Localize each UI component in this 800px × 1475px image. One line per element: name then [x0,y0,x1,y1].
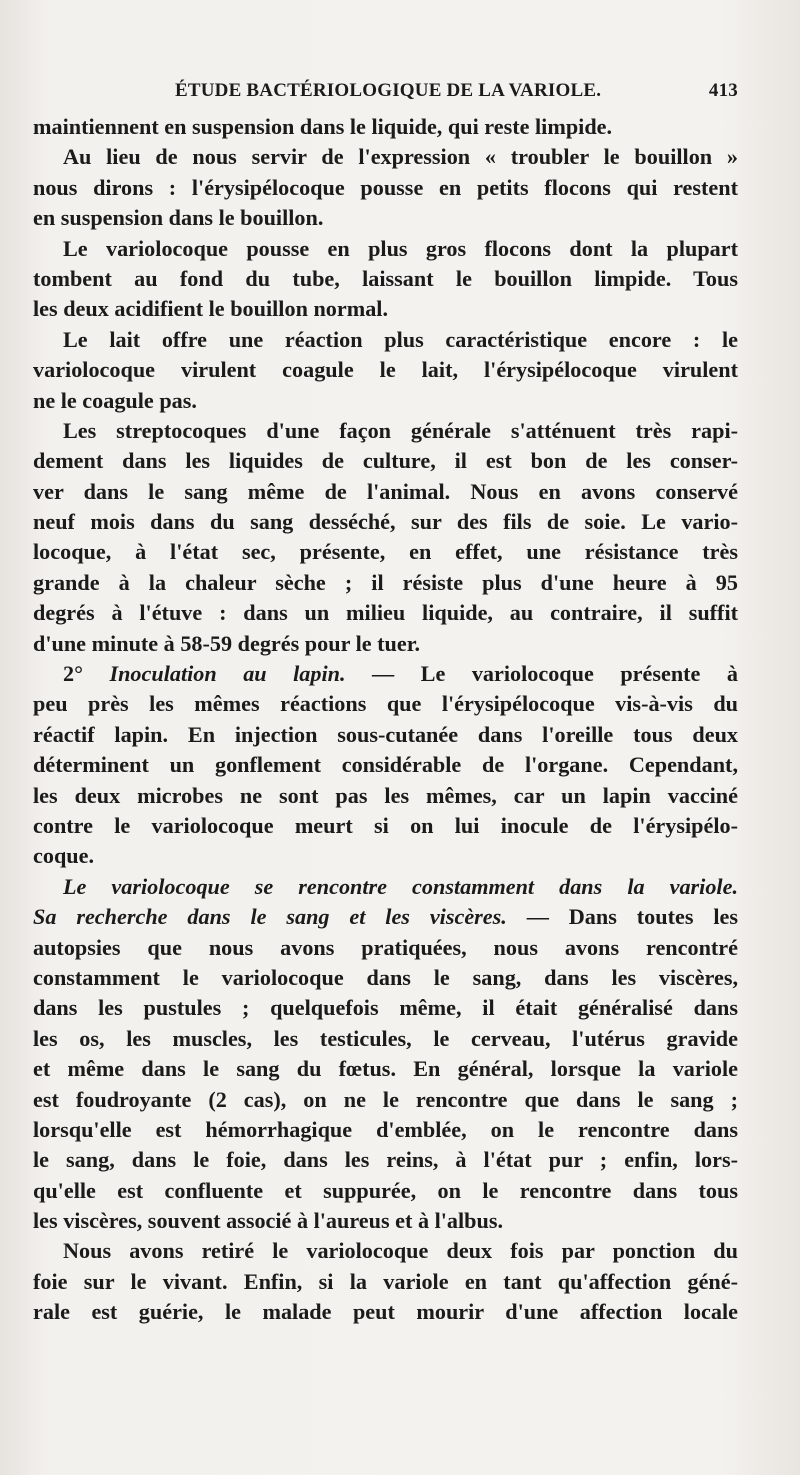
text-line: locoque, à l'état sec, présente, en effet, une résistance très [33,539,738,565]
text-line: réactif lapin. En injection sous-cutanée dans l'oreille tous deux [33,721,738,747]
text-line: qu'elle est confluente et suppurée, on le rencontre dans tous [33,1177,738,1203]
text-line: en suspension dans le bouillon. [33,205,324,231]
section-rest: — Dans toutes les [506,904,738,930]
text-line: tombent au fond du tube, laissant le bouillon limpide. Tous [33,265,738,291]
text-line: est foudroyante (2 cas), on ne le rencontre que dans le sang ; [33,1086,738,1112]
page-header [33,80,738,108]
text-line: le sang, dans le foie, dans les reins, à l'état pur ; enfin, lors- [33,1147,738,1173]
section-heading-2-line [33,902,738,932]
text-line: et même dans le sang du fœtus. En général, lorsque la variole [33,1056,738,1082]
text-line: nous dirons : l'érysipélocoque pousse en petits flocons qui restent [33,174,738,200]
inoculation-line [33,659,738,689]
text-line: Le lait offre une réaction plus caractéristique encore : le [63,326,738,352]
text-line: ne le coagule pas. [33,387,197,413]
text-line: les os, les muscles, les testicules, le cerveau, l'utérus gravide [33,1025,738,1051]
text-line: dans les pustules ; quelquefois même, il était généralisé dans [33,995,738,1021]
text-line: Les streptocoques d'une façon générale s'atténuent très rapi- [63,417,738,443]
section-number: 2° [63,661,110,687]
text-line: degrés à l'étuve : dans un milieu liquide, au contraire, il suffit [33,600,738,626]
text-line: les deux acidifient le bouillon normal. [33,296,389,322]
text-line: Au lieu de nous servir de l'expression « troubler le bouillon » [63,144,738,170]
text-line: Le variolocoque pousse en plus gros flocons dont la plupart [63,235,738,261]
text-line: autopsies que nous avons pratiquées, nous avons rencontré [33,934,738,960]
text-line: maintiennent en suspension dans le liquide, qui reste limpide. [33,114,613,139]
text-line: les viscères, souvent associé à l'aureus et à l'albus. [33,1208,504,1234]
body-text [33,112,738,1328]
text-line: peu près les mêmes réactions que l'érysipélocoque vis-à-vis du [33,691,738,717]
text-line: foie sur le vivant. Enfin, si la variole en tant qu'affection géné- [33,1268,738,1294]
text-line: lorsqu'elle est hémorrhagique d'emblée, on le rencontre dans [33,1116,738,1142]
text-line: constamment le variolocoque dans le sang, dans les viscères, [33,964,738,990]
text-line: rale est guérie, le malade peut mourir d'une affection locale [33,1299,738,1325]
section-heading-1: Le variolocoque se rencontre constamment dans la variole. [63,873,738,899]
text-line: dement dans les liquides de culture, il est bon de les conser- [33,448,738,474]
text-line: déterminent un gonflement considérable de l'organe. Cependant, [33,752,738,778]
text-line: ver dans le sang même de l'animal. Nous en avons conservé [33,478,738,504]
text-line: d'une minute à 58-59 degrés pour le tuer. [33,630,421,656]
text-line: contre le variolocoque meurt si on lui inocule de l'érysipélo- [33,812,738,838]
text-line: grande à la chaleur sèche ; il résiste plus d'une heure à 95 [33,569,738,595]
text-line: Nous avons retiré le variolocoque deux fois par ponction du [63,1238,738,1264]
text-line: coque. [33,843,95,869]
inoculation-heading: Inoculation au lapin. [109,661,346,687]
inoculation-rest: — Le variolocoque présente à [345,661,738,687]
text-line: les deux microbes ne sont pas les mêmes, car un lapin vacciné [33,782,738,808]
running-title: ÉTUDE BACTÉRIOLOGIQUE DE LA VARIOLE. [175,80,602,101]
text-line: variolocoque virulent coagule le lait, l'érysipélocoque virulent [33,357,738,383]
page-number: 413 [708,80,738,101]
text-line: neuf mois dans du sang desséché, sur des fils de soie. Le vario- [33,509,738,535]
section-heading-2: Sa recherche dans le sang et les viscères. [33,904,507,930]
